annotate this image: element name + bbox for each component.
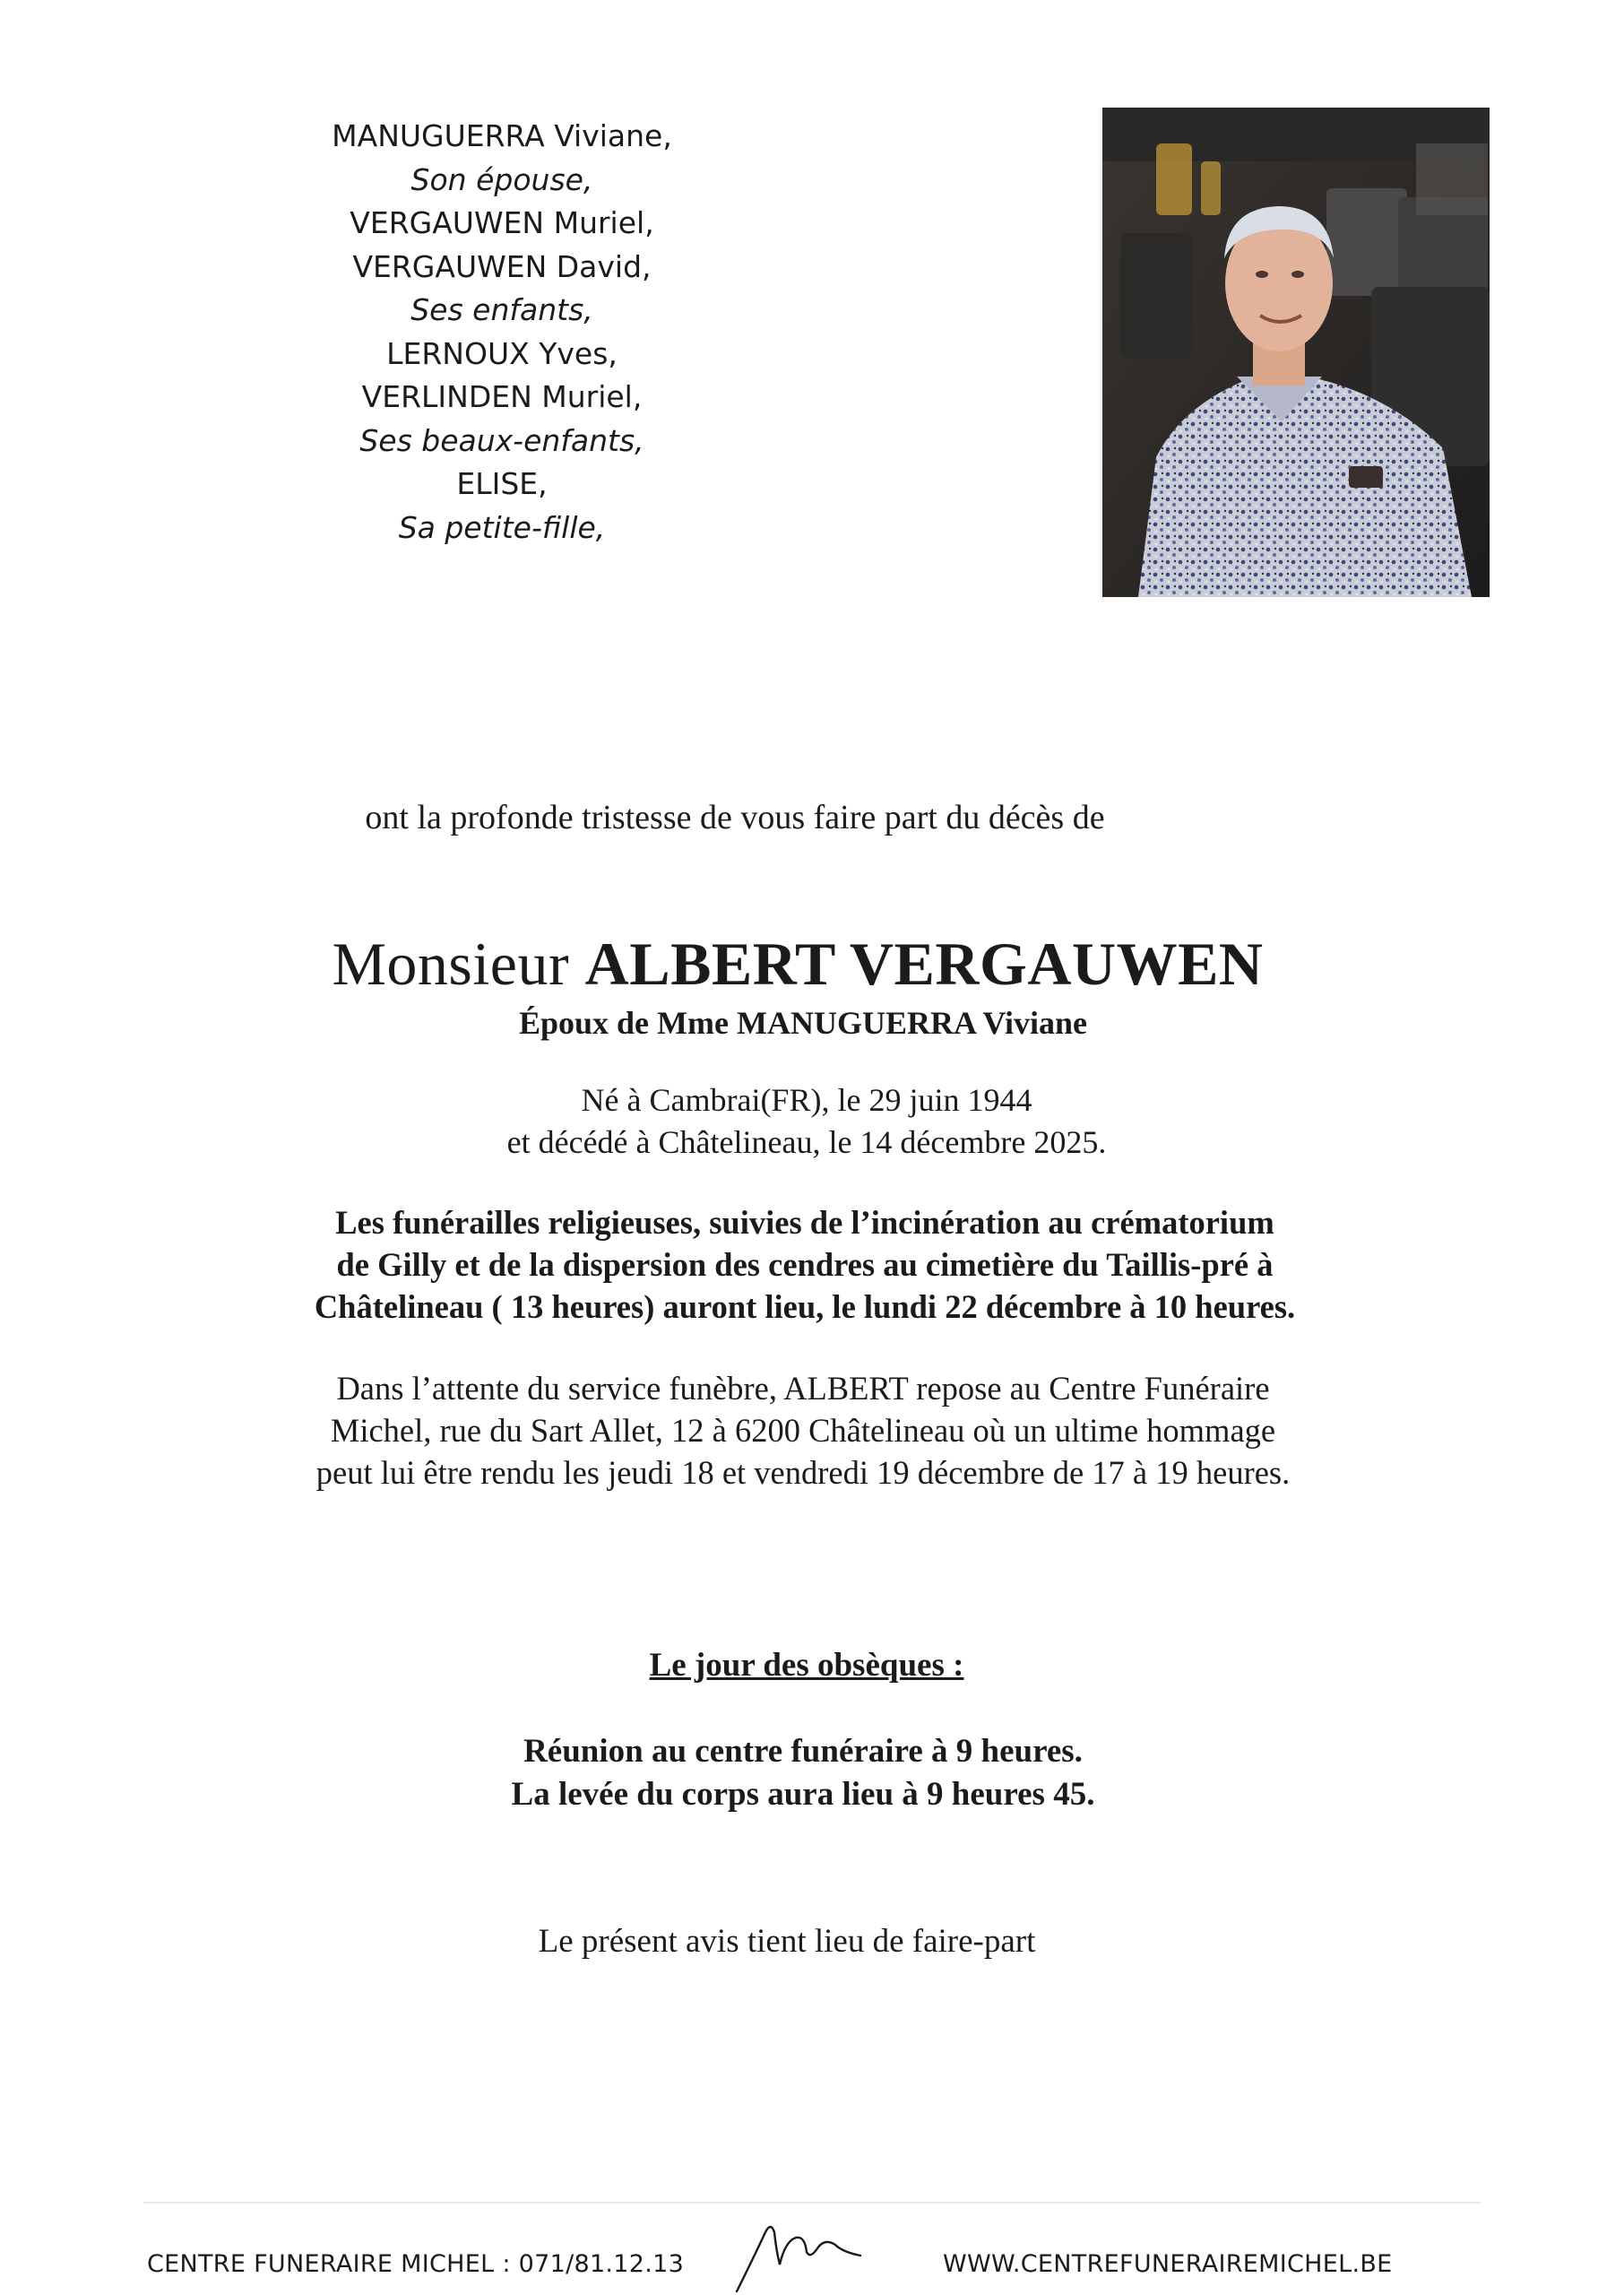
notice-text: Le présent avis tient lieu de faire-part (538, 1923, 1036, 1960)
date-line: et décédé à Châtelineau, le 14 décembre 2025. (506, 1124, 1107, 1160)
birth-death-dates (0, 1079, 1619, 1164)
family-line: VERGAUWEN David, (352, 248, 652, 284)
date-line: Né à Cambrai(FR), le 29 juin 1944 (581, 1082, 1032, 1118)
name-prefix: Monsieur (332, 930, 570, 998)
signature-logo (735, 2205, 878, 2295)
schedule-line: Réunion au centre funéraire à 9 heures. (523, 1733, 1083, 1770)
funeral-day-heading: Le jour des obsèques : (649, 1647, 964, 1684)
family-list (242, 115, 762, 550)
family-line: VERLINDEN Muriel, (361, 379, 643, 414)
family-line: LERNOUX Yves, (386, 335, 618, 371)
family-line: ELISE, (456, 466, 548, 501)
funeral-day-schedule (0, 1730, 1615, 1816)
footer-contact: CENTRE FUNERAIRE MICHEL : 071/81.12.13 (147, 2250, 685, 2278)
resting-place (0, 1367, 1615, 1494)
family-relation: Ses beaux-enfants, (359, 422, 644, 458)
announcement-text: ont la profonde tristesse de vous faire part du décès de (365, 799, 1105, 836)
name-main: ALBERT VERGAUWEN (584, 930, 1264, 998)
footer-divider (143, 2202, 1481, 2204)
funeral-line: Châtelineau ( 13 heures) auront lieu, le lundi 22 décembre à 10 heures. (314, 1288, 1296, 1325)
family-line: MANUGUERRA Viviane, (332, 118, 672, 153)
family-relation: Sa petite-fille, (398, 509, 606, 545)
family-relation: Ses enfants, (410, 292, 593, 327)
rest-line: peut lui être rendu les jeudi 18 et vendredi 19 décembre de 17 à 19 heures. (315, 1454, 1291, 1491)
family-line: VERGAUWEN Muriel, (350, 205, 654, 240)
deceased-name (0, 929, 1610, 1000)
rest-line: Michel, rue du Sart Allet, 12 à 6200 Châtelineau où un ultime hommage (330, 1412, 1276, 1449)
rest-line: Dans l’attente du service funèbre, ALBERT repose au Centre Funéraire (336, 1370, 1270, 1407)
funeral-line: Les funérailles religieuses, suivies de l’incinération au crématorium (335, 1204, 1274, 1241)
deceased-photo (1102, 108, 1490, 597)
family-relation: Son épouse, (410, 161, 593, 197)
spouse-line: Époux de Mme MANUGUERRA Viviane (518, 1005, 1087, 1041)
footer-website[interactable]: WWW.CENTREFUNERAIREMICHEL.BE (943, 2250, 1393, 2278)
funeral-line: de Gilly et de la dispersion des cendres au cimetière du Taillis-pré à (336, 1246, 1274, 1283)
funeral-details (0, 1201, 1617, 1328)
schedule-line: La levée du corps aura lieu à 9 heures 45. (511, 1776, 1095, 1813)
